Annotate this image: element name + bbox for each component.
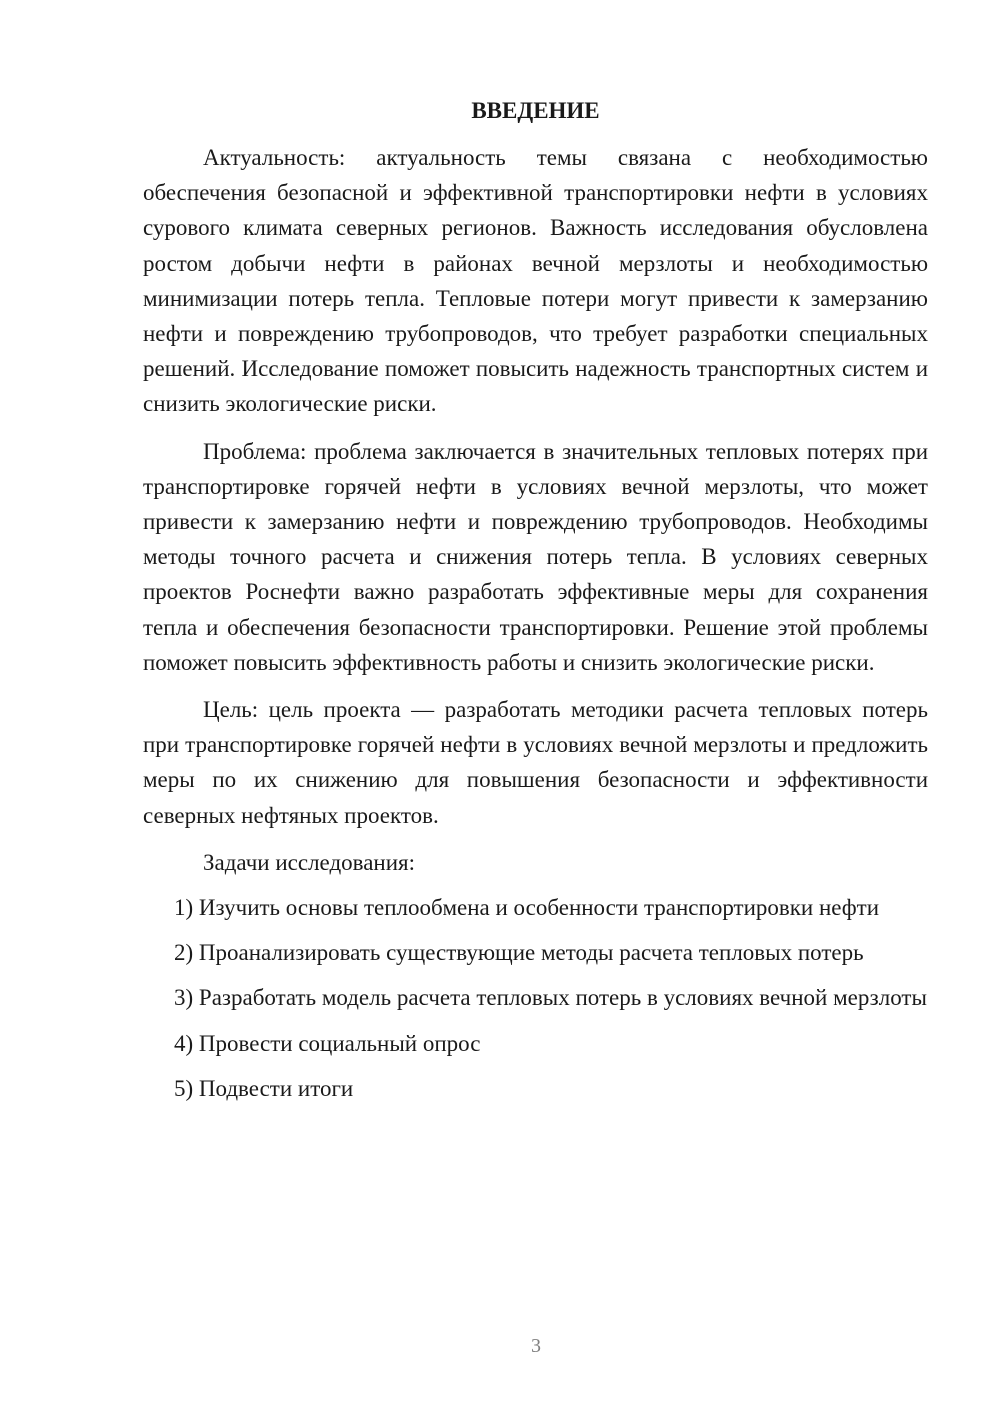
tasks-title: Задачи исследования: [203,849,416,875]
task-item: 3) Разработать модель расчета тепловых потерь в условиях вечной мерзлоты [174,985,927,1011]
paragraph-goal: Цель: цель проекта — разработать методики расчета тепловых потерь при транспортировке горячей нефти в условиях вечной мерзлоты и предложить меры по их снижению для повышения безопасности и эффективности северных нефтяных проектов. [143,697,928,828]
task-item: 2) Проанализировать существующие методы расчета тепловых потерь [174,940,864,966]
paragraph-problem: Проблема: проблема заключается в значительных тепловых потерях при транспортировке горячей нефти в условиях вечной мерзлоты, что может привести к замерзанию нефти и повреждению трубопроводов. Необходимы методы точного расчета и снижения потерь тепла. В условиях северных проектов Роснефти важно разработать эффективные меры для сохранения тепла и обеспечения безопасности транспортировки. Решение этой проблемы поможет повысить эффективность работы и снизить экологические риски. [143,438,928,675]
paragraph-relevance: Актуальность: актуальность темы связана с необходимостью обеспечения безопасной и эффективной транспортировки нефти в условиях сурового климата северных регионов. Важность исследования обусловлена ростом добычи нефти в районах вечной мерзлоты и необходимостью минимизации потерь тепла. Тепловые потери могут привести к замерзанию нефти и повреждению трубопроводов, что требует разработки специальных решений. Исследование поможет повысить надежность транспортных систем и снизить экологические риски. [143,145,928,417]
page-content [143,96,928,1116]
task-item: 5) Подвести итоги [174,1075,354,1101]
page-number: 3 [531,1335,541,1357]
task-item: 4) Провести социальный опрос [174,1030,481,1056]
section-heading: ВВЕДЕНИЕ [471,98,600,123]
task-list [143,890,928,1106]
task-item: 1) Изучить основы теплообмена и особенности транспортировки нефти [174,895,880,921]
